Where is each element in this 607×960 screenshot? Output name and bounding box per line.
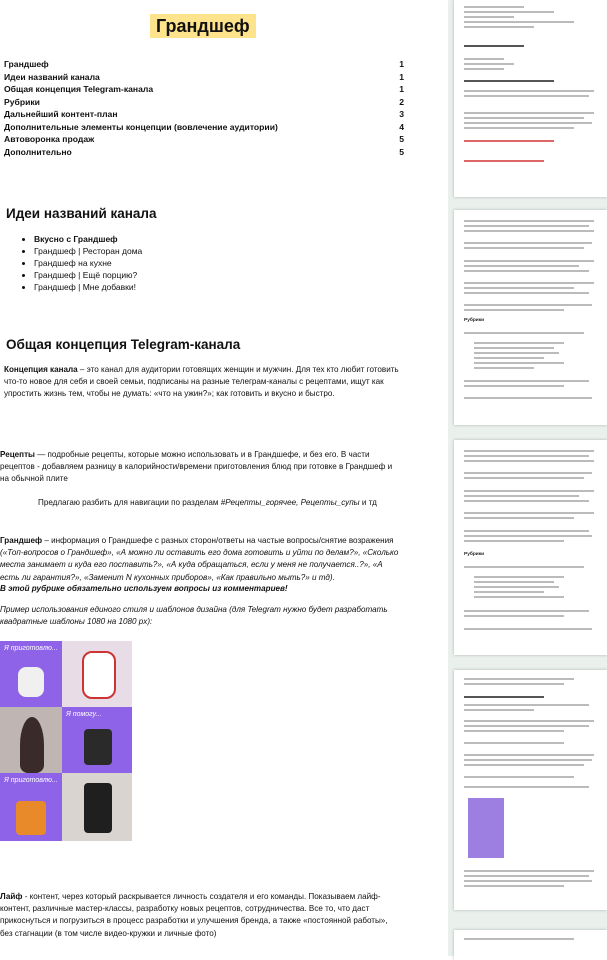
appliance-image (18, 667, 44, 697)
life-lead: Лайф (0, 892, 23, 901)
text-line (464, 683, 564, 685)
text-line (464, 880, 592, 882)
toc-row[interactable] (4, 71, 404, 84)
appliance-image (16, 801, 46, 835)
text-line (464, 58, 504, 60)
text-line (464, 455, 589, 457)
list-item: • Грандшеф | Ресторан дома (34, 245, 142, 257)
tile-caption: Я помогу... (66, 711, 102, 718)
toc-row[interactable] (4, 121, 404, 134)
text-line (464, 287, 574, 289)
person-image (20, 717, 44, 773)
text-line (464, 380, 589, 382)
appliance-image (84, 783, 112, 833)
toc-label: Идеи названий канала (4, 71, 100, 82)
text-line (464, 786, 589, 788)
toc-page: 4 (399, 121, 404, 132)
text-line (464, 512, 594, 514)
appliance-image (84, 729, 112, 765)
text-line (464, 938, 574, 940)
toc-label: Дополнительные элементы концепции (вовлечение аудитории) (4, 121, 278, 132)
text-line (464, 450, 594, 452)
toc-page: 5 (399, 134, 404, 144)
life-paragraph (0, 891, 402, 940)
text-line (474, 581, 554, 583)
text-line (464, 696, 544, 698)
page-thumbnails-panel (448, 0, 607, 956)
toc-row[interactable] (4, 108, 404, 121)
toc-label: Грандшеф (4, 59, 49, 69)
text-line (464, 759, 592, 761)
text-line (464, 709, 534, 711)
thumbnail-image (468, 798, 504, 858)
text-line (464, 535, 592, 537)
text-line (464, 540, 564, 542)
text-line (464, 16, 514, 18)
text-line (464, 332, 584, 334)
text-line (474, 586, 559, 588)
text-line (464, 292, 589, 294)
text-line (474, 596, 564, 598)
text-line (464, 678, 574, 680)
ideas-heading: Идеи названий канала (6, 206, 157, 221)
page-thumbnail[interactable] (454, 440, 607, 655)
toc-page: 3 (399, 109, 404, 119)
text-line (474, 342, 564, 344)
toc-page: 1 (399, 59, 404, 69)
text-line (464, 90, 594, 92)
hashtags: #Рецепты_горячее, Рецепты_супы (220, 498, 360, 507)
toc-page: 5 (399, 146, 404, 157)
toc-label: Дальнейший контент-план (4, 109, 118, 119)
text-line (464, 270, 589, 272)
text-line (464, 68, 504, 70)
ideas-list (16, 233, 142, 293)
template-tile (0, 773, 62, 841)
text-line (474, 347, 554, 349)
text-line (464, 117, 584, 119)
grandchef-lead: Грандшеф (0, 536, 43, 545)
text-line (474, 367, 534, 369)
list-item: • Грандшеф | Мне добавки! (34, 281, 142, 293)
text-line (464, 754, 594, 756)
text-line (464, 385, 564, 387)
list-item: • Грандшеф на кухне (34, 257, 142, 269)
text-line (464, 95, 589, 97)
text-line (464, 776, 574, 778)
text-line (464, 80, 554, 82)
text-line (464, 63, 514, 65)
text-line (464, 26, 534, 28)
text-line (464, 725, 589, 727)
text-line (464, 460, 594, 462)
toc-row[interactable] (4, 133, 404, 146)
tile-caption: Я приготовлю... (4, 777, 58, 784)
concept-heading: Общая концепция Telegram-канала (6, 337, 241, 352)
appliance-image (82, 651, 116, 699)
text-line (474, 357, 544, 359)
text-line (464, 127, 574, 129)
concept-paragraph (4, 364, 402, 401)
toc-label: Рубрики (4, 96, 40, 107)
text-line (464, 628, 592, 630)
text-line (474, 362, 564, 364)
text-line (464, 472, 592, 474)
template-tile (62, 773, 132, 841)
text-line (464, 282, 594, 284)
toc-page: 2 (399, 96, 404, 107)
suggest-suffix: и тд (359, 498, 377, 507)
template-tile (0, 707, 62, 773)
template-examples-grid (0, 641, 132, 841)
concept-lead: Концепция канала (4, 365, 78, 374)
text-line (474, 576, 564, 578)
text-line (464, 704, 589, 706)
text-line (464, 517, 574, 519)
grandchef-text: – информация о Грандшефе с разных сторон/ответы на частые вопросы/снятие возражения (42, 536, 394, 545)
life-text: - контент, через который раскрывается личность создателя и его команды. Показываем лайф-контент, различные мастер-классы, разработку новых рецептов, сотрудничества. Все то, что даст прикоснуться и погрузиться в процесс разработки и улучшения бренда, а также «постоянной работы», без стагнации (в том числе видео-кружки и личные фото) (0, 892, 388, 938)
table-of-contents (4, 58, 404, 158)
suggest-prefix: Предлагаю разбить для навигации по разделам (38, 498, 221, 507)
text-line (464, 730, 564, 732)
text-line (464, 875, 589, 877)
thumbnail-heading: Рубрики (464, 318, 485, 323)
text-line (464, 112, 594, 114)
toc-label: Дополнительно (4, 146, 72, 157)
text-line (464, 764, 584, 766)
text-line (474, 352, 559, 354)
page-thumbnail[interactable] (454, 210, 607, 425)
list-item: • Вкусно с Грандшеф (34, 233, 142, 245)
template-tile (62, 641, 132, 707)
text-line (464, 304, 592, 306)
thumbnail-heading: Рубрики (464, 552, 485, 557)
grandchef-rubric-paragraph (0, 535, 402, 584)
toc-row[interactable] (4, 83, 404, 96)
text-line (464, 6, 524, 8)
navigation-suggestion (0, 497, 400, 509)
text-line (464, 220, 594, 222)
text-line (464, 309, 564, 311)
text-line (464, 242, 592, 244)
text-line (464, 742, 564, 744)
text-line (464, 140, 554, 142)
page-thumbnail[interactable] (454, 670, 607, 910)
template-tile (0, 641, 62, 707)
toc-row[interactable] (4, 58, 404, 71)
toc-page: 1 (399, 84, 404, 94)
recipes-paragraph (0, 449, 402, 486)
text-line (464, 477, 584, 479)
tile-caption: Я приготовлю... (4, 645, 58, 652)
text-line (464, 566, 584, 568)
text-line (474, 591, 544, 593)
recipes-lead: Рецепты (0, 450, 35, 459)
text-line (464, 45, 524, 47)
text-line (464, 260, 594, 262)
text-line (464, 615, 564, 617)
text-line (464, 225, 589, 227)
text-line (464, 160, 544, 162)
page-thumbnail[interactable] (454, 0, 607, 197)
recipes-text: — подробные рецепты, которые можно использовать и в Грандшефе, и без его. В части рецептов - добавляем разницу в калорийности/времени приготовления блюд при готовке в Грандшеф и на обычной плите (0, 450, 393, 484)
toc-row[interactable] (4, 96, 404, 109)
toc-row[interactable] (4, 146, 404, 159)
text-line (464, 21, 574, 23)
text-line (464, 530, 589, 532)
text-line (464, 495, 579, 497)
text-line (464, 265, 579, 267)
text-line (464, 11, 554, 13)
text-line (464, 500, 589, 502)
text-line (464, 610, 589, 612)
toc-label: Общая концепция Telegram-канала (4, 84, 154, 94)
concept-text: – это канал для аудитории готовящих женщин и мужчин. Для тех кто любит готовить что-то новое для себя и своей семьи, подписаны на разные телеграм-каналы с рецептами, ищут как упростить жизнь тем, чтобы не думать: «что на ужин?»; как готовить и вкусно и быстро. (4, 365, 399, 399)
text-line (464, 230, 594, 232)
document-title: Грандшеф (150, 14, 256, 38)
text-line (464, 397, 592, 399)
toc-label: Автоворонка продаж (4, 134, 95, 144)
grandchef-quotes: («Топ-вопросов о Грандшеф», «А можно ли оставить его дома готовить и уйти по делам?», «Сколько места занимает и куда его поставить?», «А куда обращаться, если у меня не получается..?», «А есть ли гарантия?», «Заменит N кухонных приборов», «Как правильно мыть?» и тд). (0, 548, 399, 582)
list-item: • Грандшеф | Ещё порцию? (34, 269, 142, 281)
text-line (464, 885, 564, 887)
template-tile (62, 707, 132, 773)
text-line (464, 870, 594, 872)
text-line (464, 490, 594, 492)
toc-page: 1 (399, 71, 404, 82)
text-line (464, 122, 592, 124)
text-line (464, 720, 594, 722)
text-line (464, 247, 584, 249)
template-example-note: Пример использования единого стиля и шаблонов дизайна (для Telegram нужно будет разработать квадратные шаблоны 1080 на 1080 px): (0, 605, 388, 627)
comments-note: В этой рубрике обязательно используем вопросы из комментариев! (0, 584, 288, 593)
